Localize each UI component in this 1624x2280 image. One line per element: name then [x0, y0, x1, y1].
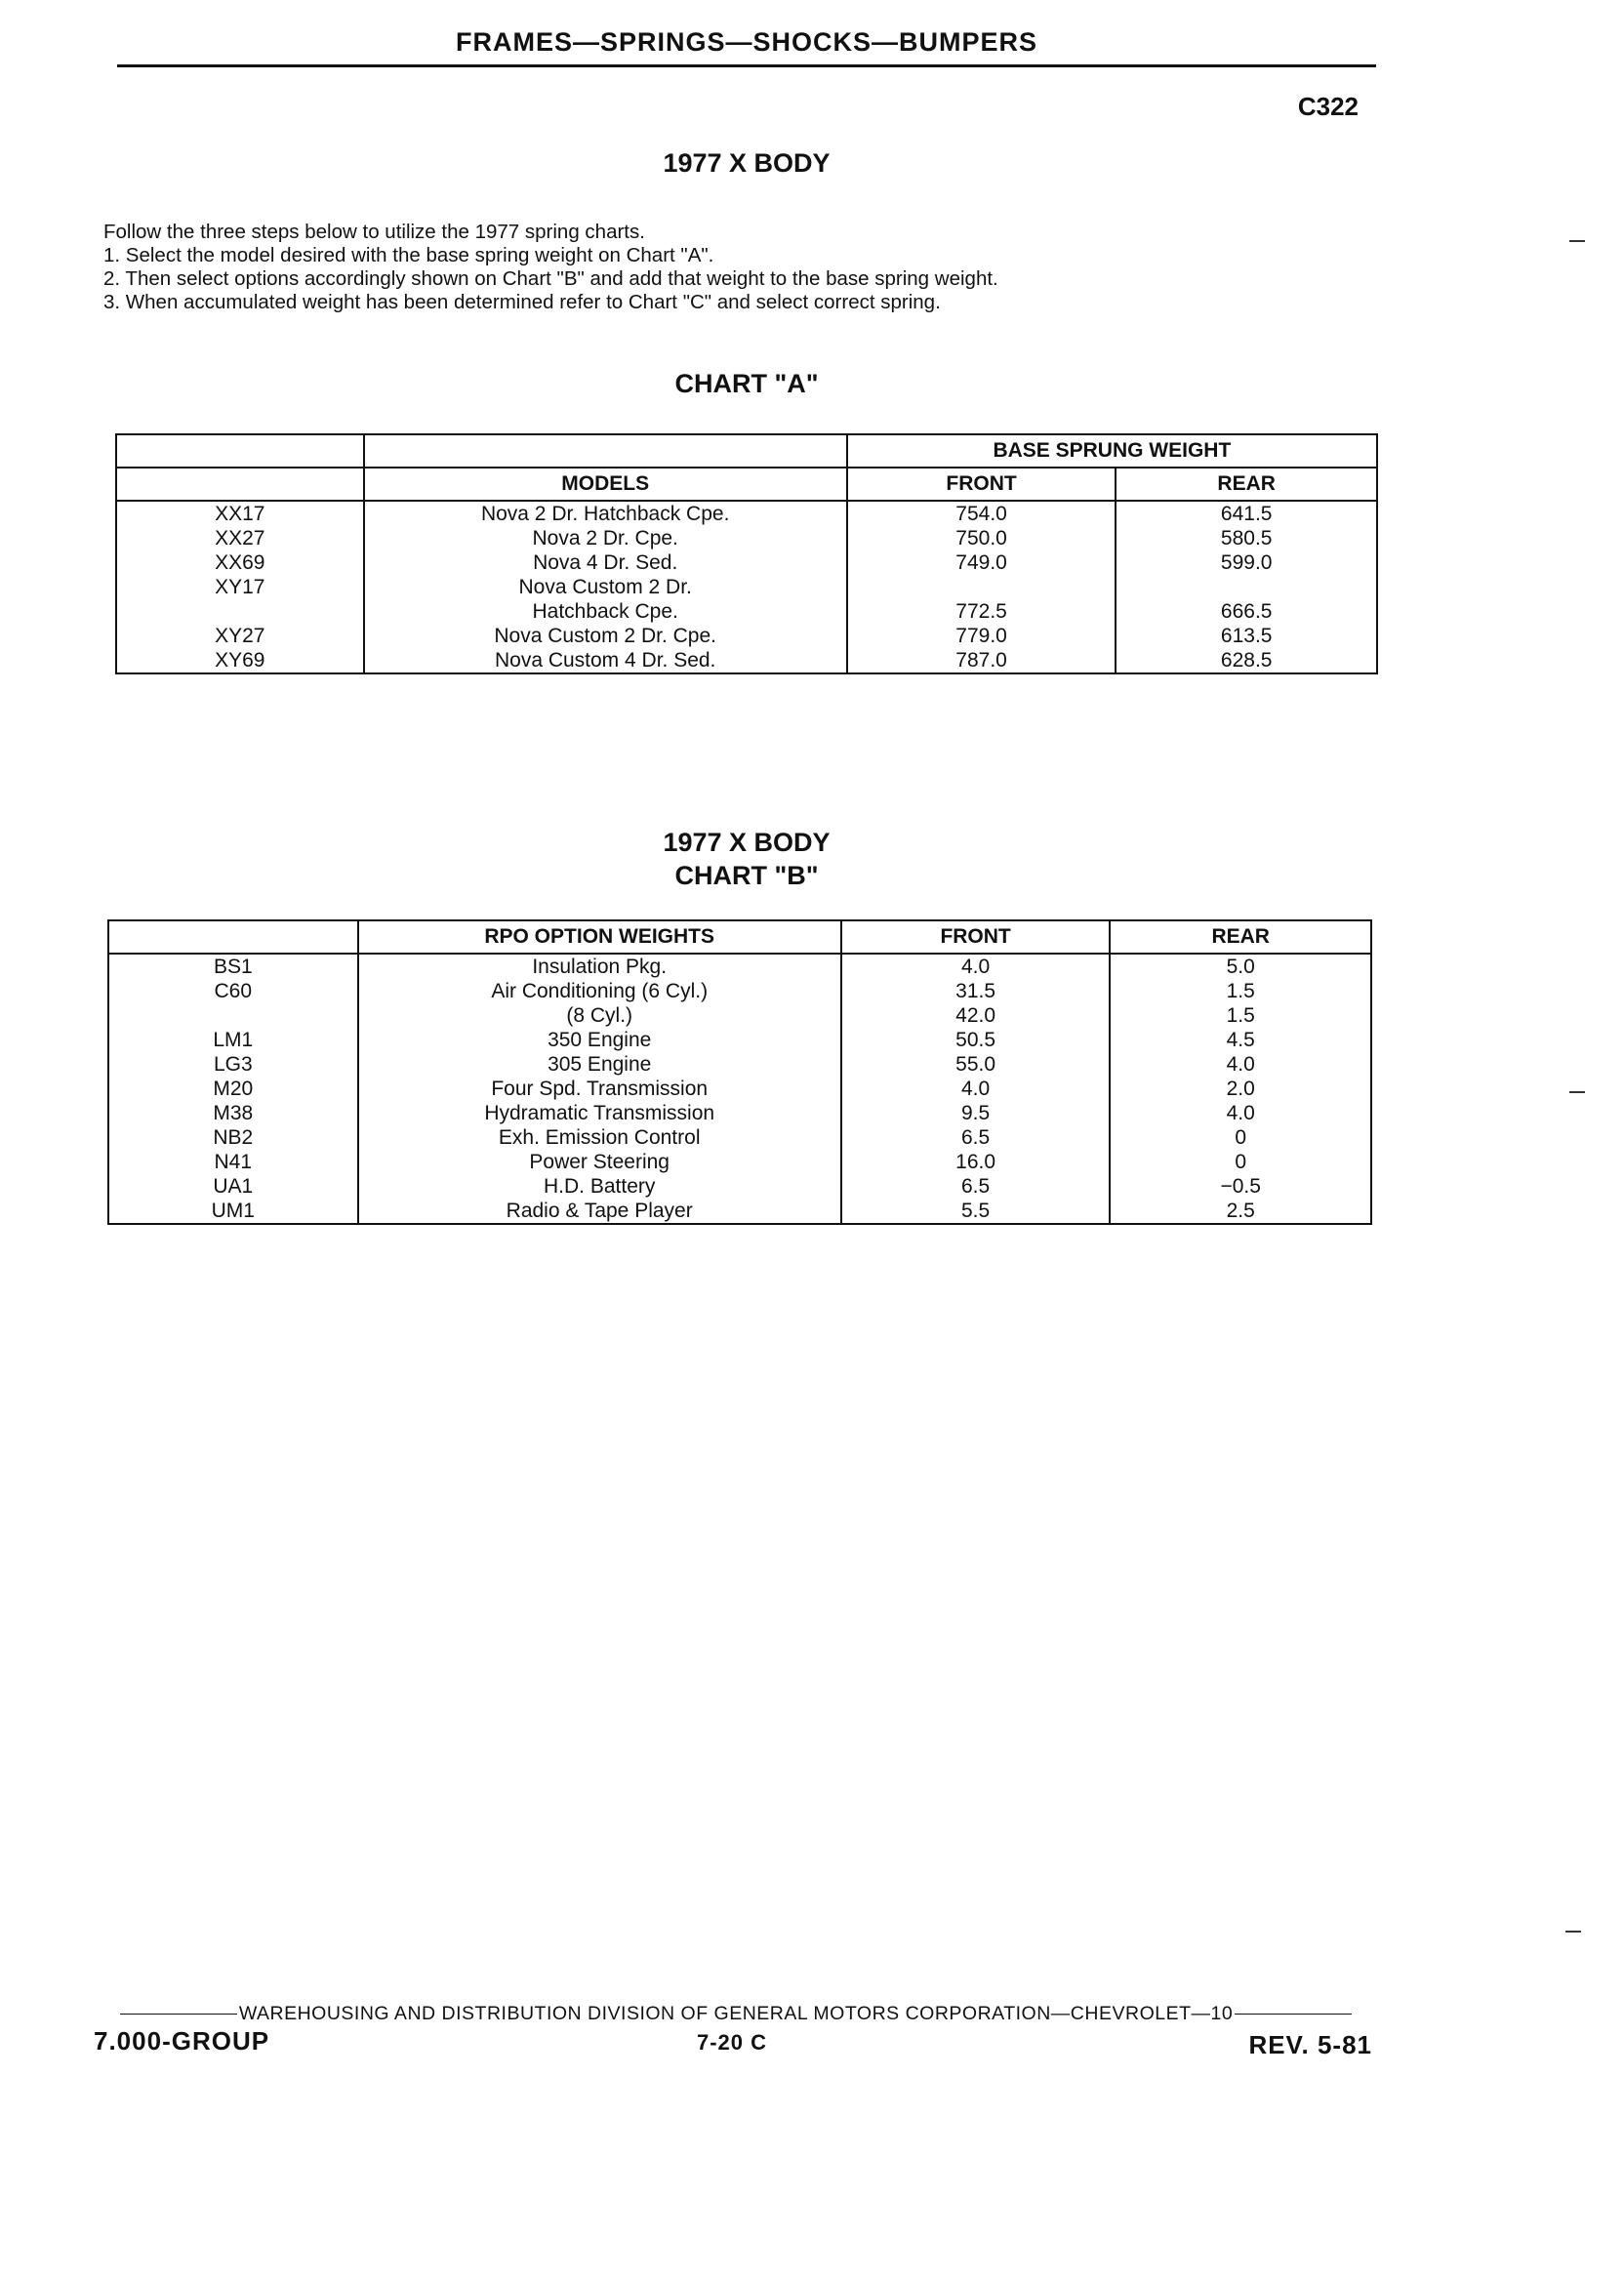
table-row — [108, 1101, 1371, 1125]
model-name: Nova Custom 2 Dr. Cpe. — [364, 624, 847, 648]
page-header-title: FRAMES—SPRINGS—SHOCKS—BUMPERS — [455, 27, 1038, 57]
instruction-step: 2. Then select options accordingly shown on Chart "B" and add that weight to the base spring weight. — [103, 267, 998, 290]
front-weight: 4.0 — [841, 954, 1111, 979]
model-code: XY27 — [215, 625, 265, 647]
front-weight: 55.0 — [841, 1052, 1111, 1077]
table-row — [116, 648, 1377, 673]
option-name: Air Conditioning (6 Cyl.) — [358, 979, 841, 1003]
front-weight: 754.0 — [847, 501, 1116, 526]
rpo-code: UA1 — [213, 1175, 254, 1198]
model-name: Nova 4 Dr. Sed. — [364, 550, 847, 575]
option-name: 350 Engine — [358, 1028, 841, 1052]
front-weight: 42.0 — [841, 1003, 1111, 1028]
chart-a-title: CHART "A" — [674, 369, 819, 398]
front-weight: 749.0 — [847, 550, 1116, 575]
chart-b-header-row — [108, 920, 1371, 954]
rear-weight: 4.0 — [1110, 1052, 1371, 1077]
table-row — [108, 1052, 1371, 1077]
table-row — [116, 501, 1377, 526]
footer-division-text: WAREHOUSING AND DISTRIBUTION DIVISION OF GENERAL MOTORS CORPORATION—CHEVROLET—10 — [238, 2003, 1234, 2024]
front-weight: 31.5 — [841, 979, 1111, 1003]
rear-weight: 628.5 — [1116, 648, 1377, 673]
front-weight: 5.5 — [841, 1199, 1111, 1224]
option-name: (8 Cyl.) — [358, 1003, 841, 1028]
front-weight: 750.0 — [847, 526, 1116, 550]
header-rule — [117, 64, 1376, 67]
rpo-code: LM1 — [213, 1029, 254, 1051]
model-name: Nova 2 Dr. Cpe. — [364, 526, 847, 550]
table-row — [108, 1003, 1371, 1028]
model-name: Nova 2 Dr. Hatchback Cpe. — [364, 501, 847, 526]
table-row — [116, 575, 1377, 599]
models-header: MODELS — [364, 468, 847, 501]
table-row — [108, 1125, 1371, 1150]
front-weight: 6.5 — [841, 1125, 1111, 1150]
section-title: 1977 X BODY — [663, 148, 831, 178]
footer-division — [94, 2003, 1378, 2025]
rear-weight: 1.5 — [1110, 1003, 1371, 1028]
footer-group: 7.000-GROUP — [94, 2026, 270, 2056]
rpo-option-weights-header: RPO OPTION WEIGHTS — [358, 920, 841, 954]
table-row — [108, 1028, 1371, 1052]
margin-tick — [1569, 240, 1585, 242]
front-weight: 787.0 — [847, 648, 1116, 673]
table-row — [108, 1150, 1371, 1174]
rear-weight: 4.5 — [1110, 1028, 1371, 1052]
rpo-code: M20 — [213, 1078, 254, 1100]
chart-a-group-header-row — [116, 434, 1377, 468]
table-row — [108, 1174, 1371, 1199]
chart-a-table — [115, 433, 1378, 674]
option-name: 305 Engine — [358, 1052, 841, 1077]
table-row — [108, 979, 1371, 1003]
model-code: XY69 — [215, 649, 265, 672]
rpo-code: UM1 — [211, 1200, 255, 1222]
model-name: Hatchback Cpe. — [364, 599, 847, 624]
footer-rule — [1235, 2014, 1352, 2015]
model-code: XY17 — [215, 576, 265, 598]
front-weight: 9.5 — [841, 1101, 1111, 1125]
rear-header: REAR — [1110, 920, 1371, 954]
rpo-code: N41 — [214, 1151, 253, 1173]
page-code: C322 — [1297, 92, 1359, 121]
rpo-code: M38 — [213, 1102, 254, 1124]
base-sprung-weight-header: BASE SPRUNG WEIGHT — [847, 434, 1377, 468]
model-code: XX27 — [215, 527, 265, 550]
instruction-step: 3. When accumulated weight has been determined refer to Chart "C" and select correct spring. — [103, 291, 941, 313]
rear-weight: 666.5 — [1116, 599, 1377, 624]
instructions — [103, 221, 998, 314]
rear-weight: 2.0 — [1110, 1077, 1371, 1101]
rear-weight: 5.0 — [1110, 954, 1371, 979]
table-row — [116, 624, 1377, 648]
option-name: Hydramatic Transmission — [358, 1101, 841, 1125]
table-row — [108, 1199, 1371, 1224]
instruction-step: 1. Select the model desired with the base spring weight on Chart "A". — [103, 244, 714, 266]
table-row — [116, 550, 1377, 575]
front-header: FRONT — [841, 920, 1111, 954]
footer-page-number: 7-20 C — [696, 2030, 768, 2055]
rpo-code: C60 — [214, 980, 253, 1002]
rear-weight — [1116, 575, 1377, 599]
rear-weight: 1.5 — [1110, 979, 1371, 1003]
option-name: Radio & Tape Player — [358, 1199, 841, 1224]
rpo-code: LG3 — [213, 1053, 253, 1076]
front-weight: 6.5 — [841, 1174, 1111, 1199]
table-row — [116, 526, 1377, 550]
model-code — [116, 599, 364, 624]
rpo-code: BS1 — [213, 956, 253, 978]
chart-b-title: CHART "B" — [674, 861, 819, 890]
margin-tick — [1569, 1091, 1585, 1093]
model-name: Nova Custom 2 Dr. — [364, 575, 847, 599]
rear-weight: 613.5 — [1116, 624, 1377, 648]
model-code: XX69 — [215, 551, 265, 574]
section-title: 1977 X BODY — [663, 828, 831, 857]
table-row — [108, 1077, 1371, 1101]
model-name: Nova Custom 4 Dr. Sed. — [364, 648, 847, 673]
rear-weight: 0 — [1110, 1125, 1371, 1150]
option-name: H.D. Battery — [358, 1174, 841, 1199]
chart-a-header-row — [116, 468, 1377, 501]
rpo-code — [108, 1003, 358, 1028]
front-weight: 772.5 — [847, 599, 1116, 624]
footer-rule — [120, 2014, 237, 2015]
table-row — [108, 954, 1371, 979]
rpo-code: NB2 — [213, 1126, 254, 1149]
margin-tick — [1565, 1931, 1581, 1933]
option-name: Exh. Emission Control — [358, 1125, 841, 1150]
option-name: Insulation Pkg. — [358, 954, 841, 979]
rear-weight: 599.0 — [1116, 550, 1377, 575]
rear-weight: 641.5 — [1116, 501, 1377, 526]
front-weight: 50.5 — [841, 1028, 1111, 1052]
footer-revision: REV. 5-81 — [1248, 2030, 1372, 2059]
rear-header: REAR — [1116, 468, 1377, 501]
instructions-intro: Follow the three steps below to utilize the 1977 spring charts. — [103, 221, 645, 243]
front-weight — [847, 575, 1116, 599]
front-weight: 4.0 — [841, 1077, 1111, 1101]
rear-weight: 4.0 — [1110, 1101, 1371, 1125]
option-name: Four Spd. Transmission — [358, 1077, 841, 1101]
rear-weight: 2.5 — [1110, 1199, 1371, 1224]
option-name: Power Steering — [358, 1150, 841, 1174]
model-code: XX17 — [215, 503, 265, 525]
chart-b-table — [107, 919, 1372, 1225]
rear-weight: 0 — [1110, 1150, 1371, 1174]
front-header: FRONT — [847, 468, 1116, 501]
front-weight: 779.0 — [847, 624, 1116, 648]
rear-weight: −0.5 — [1110, 1174, 1371, 1199]
table-row — [116, 599, 1377, 624]
rear-weight: 580.5 — [1116, 526, 1377, 550]
front-weight: 16.0 — [841, 1150, 1111, 1174]
